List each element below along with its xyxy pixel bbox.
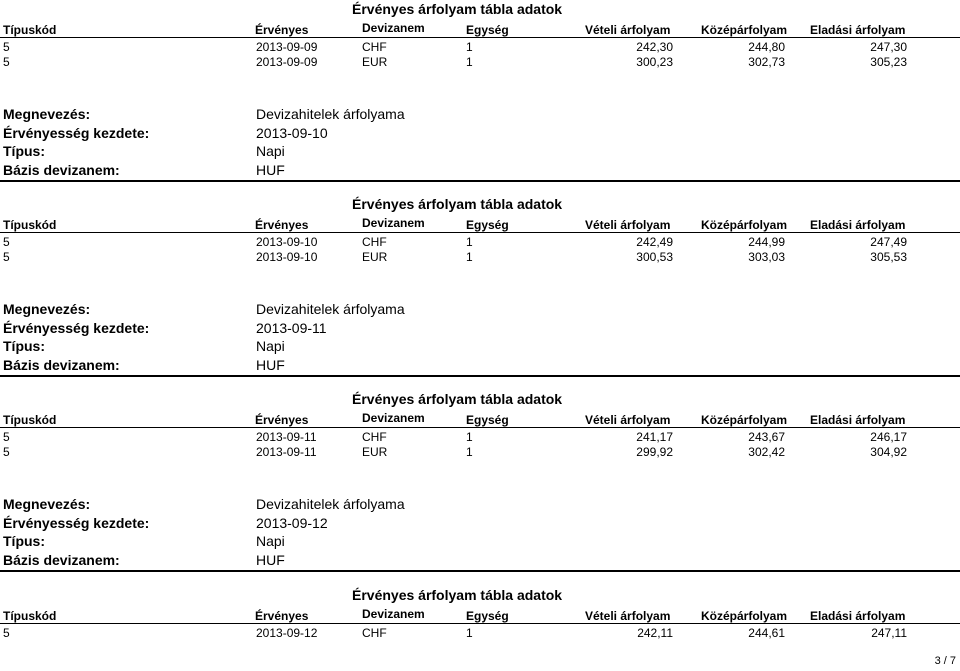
base-currency-value: HUF — [256, 162, 285, 178]
header-rule — [0, 232, 960, 233]
base-currency-label: Bázis devizanem: — [3, 162, 120, 178]
cell-sell: 247,11 — [871, 626, 907, 640]
type-value: Napi — [256, 533, 285, 549]
col-currency-header: Devizanem — [362, 216, 425, 230]
col-buy-header: Vételi árfolyam — [585, 609, 671, 623]
base-currency-label: Bázis devizanem: — [3, 357, 120, 373]
cell-currency: EUR — [362, 445, 388, 459]
type-label: Típus: — [3, 143, 45, 159]
cell-mid: 244,99 — [748, 235, 785, 249]
header-rule — [0, 427, 960, 428]
col-currency-header: Devizanem — [362, 21, 425, 35]
col-unit-header: Egység — [466, 413, 509, 427]
valid-from-value: 2013-09-10 — [256, 125, 328, 141]
col-mid-header: Középárfolyam — [701, 23, 788, 37]
base-currency-value: HUF — [256, 357, 285, 373]
cell-buy: 242,11 — [637, 626, 673, 640]
col-typecode-header: Típuskód — [3, 23, 57, 37]
cell-unit: 1 — [466, 430, 473, 444]
header-rule — [0, 37, 960, 38]
cell-mid: 303,03 — [748, 250, 785, 264]
col-typecode-header: Típuskód — [3, 218, 57, 232]
cell-currency: CHF — [362, 235, 387, 249]
valid-from-label: Érvényesség kezdete: — [3, 320, 150, 336]
col-currency-header: Devizanem — [362, 607, 425, 621]
col-valid-header: Érvényes — [255, 218, 309, 232]
col-valid-header: Érvényes — [255, 609, 309, 623]
cell-typecode: 5 — [3, 55, 10, 69]
cell-mid: 302,42 — [748, 445, 785, 459]
col-sell-header: Eladási árfolyam — [810, 23, 906, 37]
cell-typecode: 5 — [3, 40, 10, 54]
cell-currency: EUR — [362, 55, 388, 69]
cell-valid: 2013-09-11 — [256, 445, 317, 459]
cell-mid: 244,80 — [748, 40, 785, 54]
cell-sell: 247,30 — [870, 40, 907, 54]
col-typecode-header: Típuskód — [3, 609, 57, 623]
header-rule — [0, 623, 960, 624]
name-value: Devizahitelek árfolyama — [256, 301, 405, 317]
cell-typecode: 5 — [3, 445, 10, 459]
cell-valid: 2013-09-09 — [256, 40, 318, 54]
col-sell-header: Eladási árfolyam — [810, 609, 906, 623]
cell-valid: 2013-09-11 — [256, 430, 317, 444]
col-unit-header: Egység — [466, 609, 509, 623]
cell-sell: 247,49 — [870, 235, 907, 249]
table-title: Érvényes árfolyam tábla adatok — [352, 391, 563, 407]
col-unit-header: Egység — [466, 218, 509, 232]
name-label: Megnevezés: — [3, 106, 91, 122]
cell-unit: 1 — [466, 626, 473, 640]
type-label: Típus: — [3, 338, 45, 354]
cell-sell: 305,23 — [870, 55, 907, 69]
cell-buy: 300,23 — [636, 55, 673, 69]
col-typecode-header: Típuskód — [3, 413, 57, 427]
cell-valid: 2013-09-10 — [256, 235, 318, 249]
col-buy-header: Vételi árfolyam — [585, 413, 671, 427]
cell-valid: 2013-09-10 — [256, 250, 318, 264]
cell-valid: 2013-09-12 — [256, 626, 318, 640]
type-value: Napi — [256, 143, 285, 159]
cell-currency: CHF — [362, 626, 387, 640]
col-currency-header: Devizanem — [362, 411, 425, 425]
cell-valid: 2013-09-09 — [256, 55, 318, 69]
col-unit-header: Egység — [466, 23, 509, 37]
cell-unit: 1 — [466, 235, 473, 249]
valid-from-label: Érvényesség kezdete: — [3, 125, 150, 141]
cell-currency: EUR — [362, 250, 388, 264]
section-divider — [0, 375, 960, 377]
cell-mid: 243,67 — [748, 430, 785, 444]
table-title: Érvényes árfolyam tábla adatok — [352, 196, 563, 212]
cell-typecode: 5 — [3, 626, 10, 640]
cell-buy: 242,49 — [636, 235, 673, 249]
cell-unit: 1 — [466, 250, 473, 264]
cell-sell: 304,92 — [870, 445, 907, 459]
cell-mid: 244,61 — [748, 626, 785, 640]
col-valid-header: Érvényes — [255, 413, 309, 427]
valid-from-value: 2013-09-11 — [256, 320, 327, 336]
name-label: Megnevezés: — [3, 301, 91, 317]
cell-unit: 1 — [466, 55, 473, 69]
cell-typecode: 5 — [3, 250, 10, 264]
section-divider — [0, 180, 960, 182]
type-label: Típus: — [3, 533, 45, 549]
valid-from-label: Érvényesség kezdete: — [3, 515, 150, 531]
base-currency-value: HUF — [256, 552, 285, 568]
cell-currency: CHF — [362, 430, 387, 444]
base-currency-label: Bázis devizanem: — [3, 552, 120, 568]
cell-typecode: 5 — [3, 430, 10, 444]
table-title: Érvényes árfolyam tábla adatok — [352, 587, 563, 603]
cell-buy: 300,53 — [636, 250, 673, 264]
cell-sell: 305,53 — [870, 250, 907, 264]
cell-typecode: 5 — [3, 235, 10, 249]
col-mid-header: Középárfolyam — [701, 218, 788, 232]
name-value: Devizahitelek árfolyama — [256, 496, 405, 512]
col-sell-header: Eladási árfolyam — [810, 413, 906, 427]
name-value: Devizahitelek árfolyama — [256, 106, 405, 122]
cell-mid: 302,73 — [748, 55, 785, 69]
table-title: Érvényes árfolyam tábla adatok — [352, 1, 563, 17]
cell-buy: 242,30 — [636, 40, 673, 54]
cell-buy: 241,17 — [636, 430, 673, 444]
col-sell-header: Eladási árfolyam — [810, 218, 906, 232]
type-value: Napi — [256, 338, 285, 354]
cell-currency: CHF — [362, 40, 387, 54]
col-valid-header: Érvényes — [255, 23, 309, 37]
col-buy-header: Vételi árfolyam — [585, 23, 671, 37]
col-mid-header: Középárfolyam — [701, 413, 788, 427]
cell-buy: 299,92 — [636, 445, 673, 459]
cell-sell: 246,17 — [870, 430, 907, 444]
valid-from-value: 2013-09-12 — [256, 515, 328, 531]
section-divider — [0, 570, 960, 572]
page-number: 3 / 7 — [934, 655, 956, 667]
cell-unit: 1 — [466, 40, 473, 54]
col-buy-header: Vételi árfolyam — [585, 218, 671, 232]
col-mid-header: Középárfolyam — [701, 609, 788, 623]
cell-unit: 1 — [466, 445, 473, 459]
name-label: Megnevezés: — [3, 496, 91, 512]
